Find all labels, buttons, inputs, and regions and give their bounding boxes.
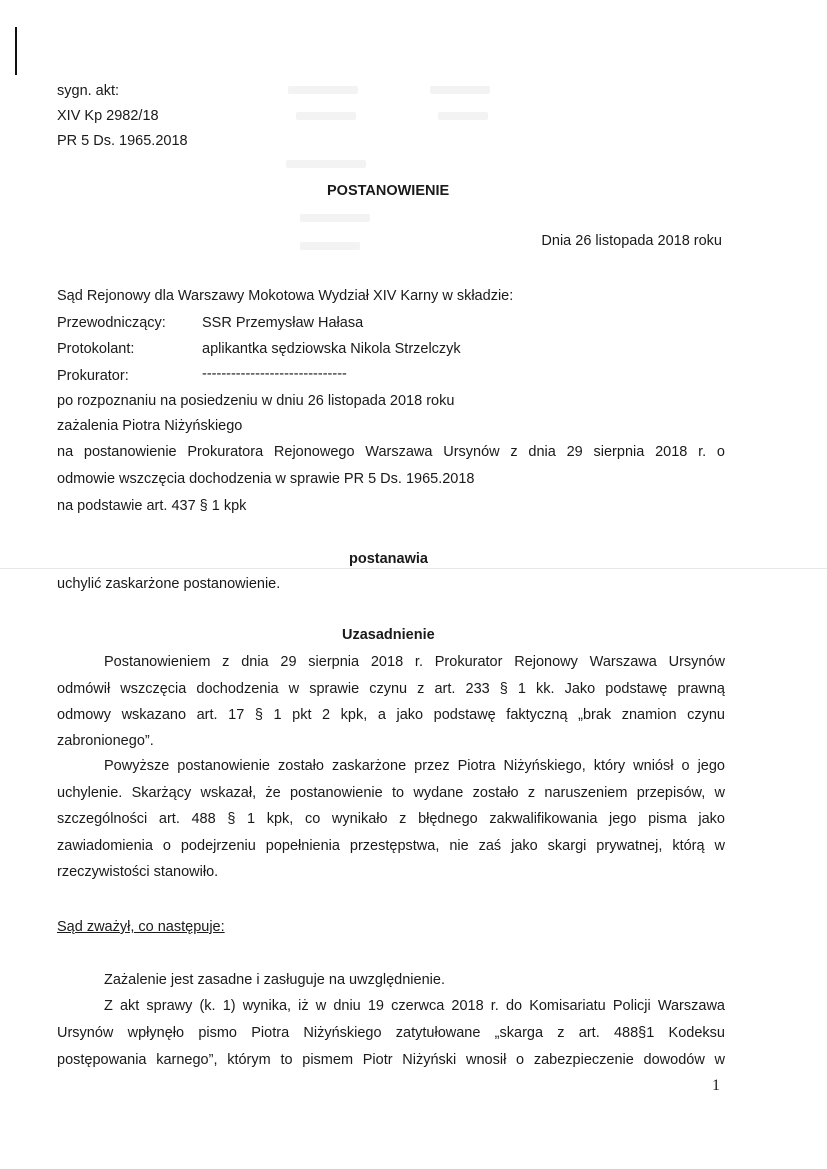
paragraph-line: Z akt sprawy (k. 1) wynika, iż w dniu 19 czerwca 2018 r. do Komisariatu Policji Warszawa (104, 998, 725, 1014)
recital-line: odmowie wszczęcia dochodzenia w sprawie PR 5 Ds. 1965.2018 (57, 471, 475, 487)
show-through-artifact (286, 160, 366, 168)
recital-line: zażalenia Piotra Niżyńskiego (57, 418, 243, 434)
case-signature-label: sygn. akt: (57, 83, 120, 99)
page-number: 1 (712, 1077, 720, 1094)
composition-label: Prokurator: (57, 368, 129, 384)
paragraph-line: uchylenie. Skarżący wskazał, że postanowienie to wydane zostało z naruszeniem przepisów, w (57, 785, 725, 801)
court-considered-heading: Sąd zważył, co następuje: (57, 919, 225, 935)
show-through-artifact (296, 112, 356, 120)
court-line: Sąd Rejonowy dla Warszawy Mokotowa Wydział XIV Karny w składzie: (57, 288, 514, 304)
paragraph-line: Zażalenie jest zasadne i zasługuje na uwzględnienie. (104, 972, 445, 988)
paragraph-line: Powyższe postanowienie zostało zaskarżone przez Piotra Niżyńskiego, który wniósł o jego (104, 758, 725, 774)
prosecutor-case-number: PR 5 Ds. 1965.2018 (57, 133, 188, 149)
show-through-artifact (300, 242, 360, 250)
paragraph-line: odmówił wszczęcia dochodzenia w sprawie czynu z art. 233 § 1 kk. Jako podstawę prawną (57, 681, 725, 697)
reasoning-heading: Uzasadnienie (342, 627, 435, 643)
show-through-artifact (300, 214, 370, 222)
paragraph-line: odmowy wskazano art. 17 § 1 pkt 2 kpk, a jako podstawę faktyczną „brak znamion czynu (57, 707, 725, 723)
document-date: Dnia 26 listopada 2018 roku (541, 233, 722, 249)
paragraph-line: szczególności art. 488 § 1 kpk, co wynikało z błędnego zakwalifikowania jego pisma jako (57, 811, 725, 827)
paragraph-line: Postanowieniem z dnia 29 sierpnia 2018 r. Prokurator Rejonowy Warszawa Ursynów (104, 654, 725, 670)
show-through-artifact (438, 112, 488, 120)
recital-line: na podstawie art. 437 § 1 kpk (57, 498, 247, 514)
paragraph-line: postępowania karnego”, którym to pismem Piotr Niżyński wnosił o zabezpieczenie dowodów w (57, 1052, 725, 1068)
composition-label: Protokolant: (57, 341, 135, 357)
composition-label: Przewodniczący: (57, 315, 166, 331)
recital-line: po rozpoznaniu na posiedzeniu w dniu 26 listopada 2018 roku (57, 393, 455, 409)
paragraph-line: rzeczywistości stanowiło. (57, 864, 219, 880)
decision-heading: postanawia (349, 551, 428, 567)
decision-text: uchylić zaskarżone postanowienie. (57, 576, 281, 592)
recital-line: na postanowienie Prokuratora Rejonowego Warszawa Ursynów z dnia 29 sierpnia 2018 r. o (57, 444, 725, 460)
show-through-artifact (288, 86, 358, 94)
scan-margin-mark (15, 27, 17, 75)
composition-value: SSR Przemysław Hałasa (202, 315, 364, 331)
show-through-artifact (430, 86, 490, 94)
document-title: POSTANOWIENIE (327, 183, 450, 199)
paragraph-line: zabronionego”. (57, 733, 154, 749)
composition-value: aplikantka sędziowska Nikola Strzelczyk (202, 341, 461, 357)
paragraph-line: zawiadomienia o podejrzeniu popełnienia przestępstwa, nie zaś jako skargi prywatnej, którą w (57, 838, 725, 854)
composition-value: ------------------------------ (202, 366, 347, 382)
court-case-number: XIV Kp 2982/18 (57, 108, 159, 124)
paragraph-line: Ursynów wpłynęło pismo Piotra Niżyńskiego zatytułowane „skarga z art. 488§1 Kodeksu (57, 1025, 725, 1041)
